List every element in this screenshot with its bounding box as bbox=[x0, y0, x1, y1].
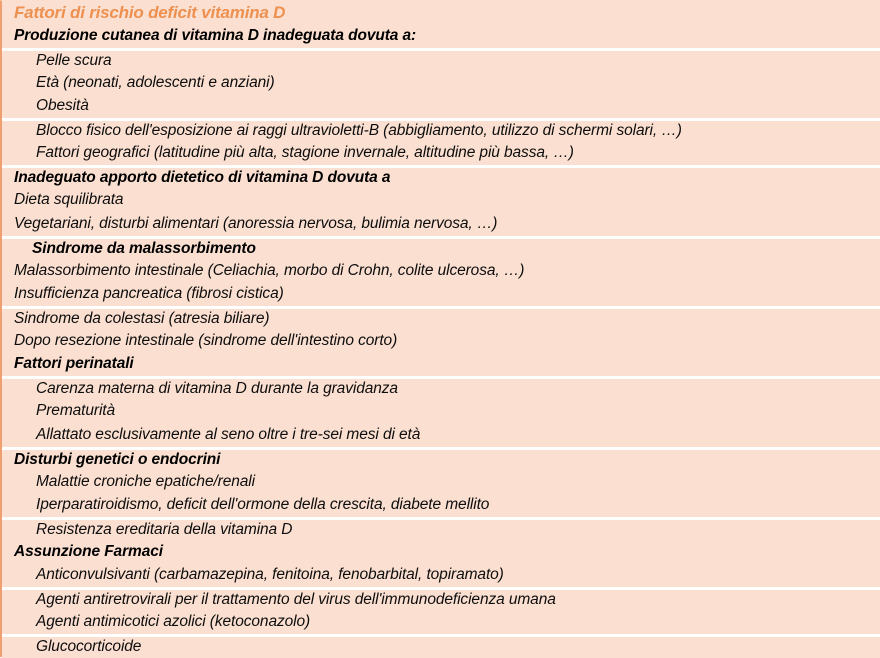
risk-factor-label: Fattori geografici (latitudine più alta, stagione invernale, altitudine più bassa, …) bbox=[36, 144, 574, 162]
table-row bbox=[2, 470, 880, 493]
table-row bbox=[2, 118, 880, 141]
table-row bbox=[2, 48, 880, 71]
risk-factor-label: Glucocorticoide bbox=[36, 638, 142, 656]
risk-factor-label: Insufficienza pancreatica (fibrosi cistica) bbox=[14, 285, 284, 303]
risk-factor-label: Resistenza ereditaria della vitamina D bbox=[36, 521, 293, 539]
table-row bbox=[2, 282, 880, 305]
table-row bbox=[2, 95, 880, 118]
risk-factor-label: Malattie croniche epatiche/renali bbox=[36, 472, 255, 490]
table-title: Fattori di rischio deficit vitamina D bbox=[14, 2, 286, 22]
table-row bbox=[2, 423, 880, 446]
section-header-label: Sindrome da malassorbimento bbox=[32, 239, 256, 257]
risk-factor-label: Dieta squilibrata bbox=[14, 191, 124, 209]
table-header-row bbox=[2, 165, 880, 188]
table-header-row bbox=[2, 447, 880, 470]
table-row bbox=[2, 587, 880, 610]
risk-factor-label: Obesità bbox=[36, 97, 89, 115]
table-header-row bbox=[2, 24, 880, 47]
risk-factor-label: Età (neonati, adolescenti e anziani) bbox=[36, 73, 275, 91]
table-row bbox=[2, 564, 880, 587]
table-row bbox=[2, 212, 880, 235]
table-header-row bbox=[2, 353, 880, 376]
risk-factor-label: Agenti antimicotici azolici (ketoconazolo) bbox=[36, 613, 311, 631]
table-row bbox=[2, 634, 880, 657]
risk-factor-label: Carenza materna di vitamina D durante la gravidanza bbox=[36, 380, 398, 398]
risk-factor-label: Pelle scura bbox=[36, 52, 112, 69]
section-header-label: Produzione cutanea di vitamina D inadeguata dovuta a: bbox=[14, 27, 417, 45]
table-row bbox=[2, 517, 880, 540]
section-header-label: Assunzione Farmaci bbox=[14, 543, 163, 561]
section-header-label: Inadeguato apporto dietetico di vitamina D dovuta a bbox=[14, 169, 391, 187]
table-title-row bbox=[2, 1, 880, 24]
table-row bbox=[2, 494, 880, 517]
risk-factor-label: Dopo resezione intestinale (sindrome dell'intestino corto) bbox=[14, 331, 398, 349]
risk-factor-label: Vegetariani, disturbi alimentari (anoressia nervosa, bulimia nervosa, …) bbox=[14, 214, 498, 232]
table-row bbox=[2, 259, 880, 282]
table-row bbox=[2, 376, 880, 399]
risk-factor-label: Blocco fisico dell'esposizione ai raggi ultravioletti-B (abbigliamento, utilizzo di schermi solari, …) bbox=[36, 122, 682, 140]
table-row bbox=[2, 329, 880, 352]
risk-factor-label: Iperparatiroidismo, deficit dell'ormone della crescita, diabete mellito bbox=[36, 496, 490, 514]
table-header-row bbox=[2, 236, 880, 259]
table-row bbox=[2, 306, 880, 329]
section-header-label: Fattori perinatali bbox=[14, 355, 134, 373]
section-header-label: Disturbi genetici o endocrini bbox=[14, 450, 221, 468]
table-row bbox=[2, 400, 880, 423]
risk-factor-label: Agenti antiretrovirali per il trattamento del virus dell'immunodeficienza umana bbox=[36, 591, 556, 609]
table-header-row bbox=[2, 540, 880, 563]
risk-factor-label: Sindrome da colestasi (atresia biliare) bbox=[14, 309, 270, 327]
risk-factor-label: Malassorbimento intestinale (Celiachia, morbo di Crohn, colite ulcerosa, …) bbox=[14, 261, 525, 279]
risk-factor-label: Allattato esclusivamente al seno oltre i tre-sei mesi di età bbox=[36, 425, 421, 443]
table-row bbox=[2, 142, 880, 165]
risk-factor-label: Anticonvulsivanti (carbamazepina, fenitoina, fenobarbital, topiramato) bbox=[36, 566, 504, 584]
table-row bbox=[2, 189, 880, 212]
table-row bbox=[2, 71, 880, 94]
table-row bbox=[2, 611, 880, 634]
risk-factor-label: Prematurità bbox=[36, 402, 116, 420]
